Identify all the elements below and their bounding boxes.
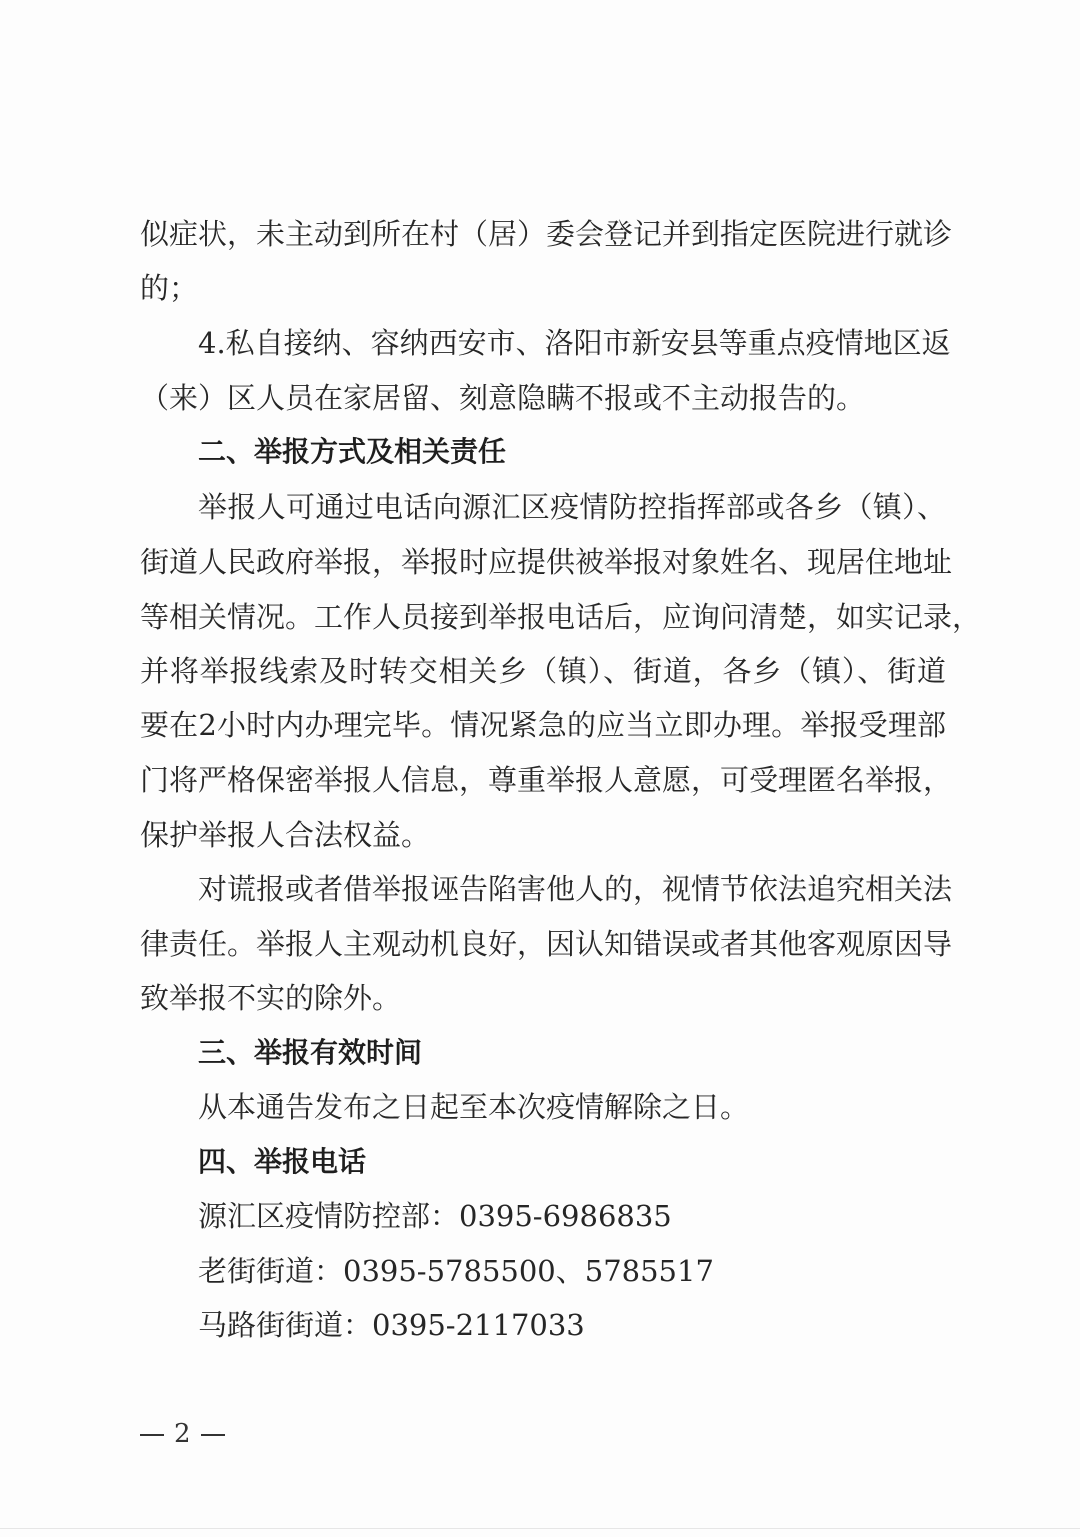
page-bottom-edge (0, 1528, 1080, 1529)
paragraph-false-report-line-3: 致举报不实的除外。 (140, 981, 402, 1015)
section-heading-4: 四、举报电话 (198, 1145, 367, 1178)
paragraph-report-method-line-1: 举报人可通过电话向源汇区疫情防控指挥部或各乡（镇）、 (198, 490, 946, 524)
paragraph-report-method-line-7: 保护举报人合法权益。 (140, 818, 431, 852)
page-number (140, 1416, 225, 1452)
text-line-2: 的； (140, 271, 199, 305)
paragraph-report-method-line-5: 要在2小时内办理完毕。情况紧急的应当立即办理。举报受理部 (140, 708, 946, 742)
paragraph-valid-time: 从本通告发布之日起至本次疫情解除之日。 (198, 1090, 750, 1124)
paragraph-report-method-line-4: 并将举报线索及时转交相关乡（镇）、街道，各乡（镇）、街道 (140, 654, 946, 688)
list-item-4-line-2: （来）区人员在家居留、刻意隐瞒不报或不主动报告的。 (140, 381, 866, 415)
list-item-4-line-1: 4.私自接纳、容纳西安市、洛阳市新安县等重点疫情地区返 (198, 326, 951, 360)
phone-malujie-street: 马路街街道：0395-2117033 (198, 1308, 585, 1342)
phone-laojie-street: 老街街道：0395-5785500、5785517 (198, 1254, 714, 1288)
paragraph-report-method-line-2: 街道人民政府举报，举报时应提供被举报对象姓名、现居住地址 (140, 545, 953, 579)
section-heading-2: 二、举报方式及相关责任 (198, 435, 507, 468)
section-heading-3: 三、举报有效时间 (198, 1036, 423, 1069)
paragraph-report-method-line-6: 门将严格保密举报人信息，尊重举报人意愿，可受理匿名举报， (140, 763, 953, 797)
page-number-dash-left (140, 1434, 164, 1436)
page-number-dash-right (201, 1434, 225, 1436)
paragraph-false-report-line-1: 对谎报或者借举报诬告陷害他人的，视情节依法追究相关法 (198, 872, 953, 906)
paragraph-false-report-line-2: 律责任。举报人主观动机良好，因认知错误或者其他客观原因导 (140, 927, 953, 961)
text-line-1: 似症状，未主动到所在村（居）委会登记并到指定医院进行就诊 (140, 217, 953, 251)
paragraph-report-method-line-3: 等相关情况。工作人员接到举报电话后，应询问清楚，如实记录， (140, 600, 982, 634)
page-number-value: 2 (174, 1419, 191, 1449)
phone-yuanhui-district: 源汇区疫情防控部：0395-6986835 (198, 1199, 672, 1233)
